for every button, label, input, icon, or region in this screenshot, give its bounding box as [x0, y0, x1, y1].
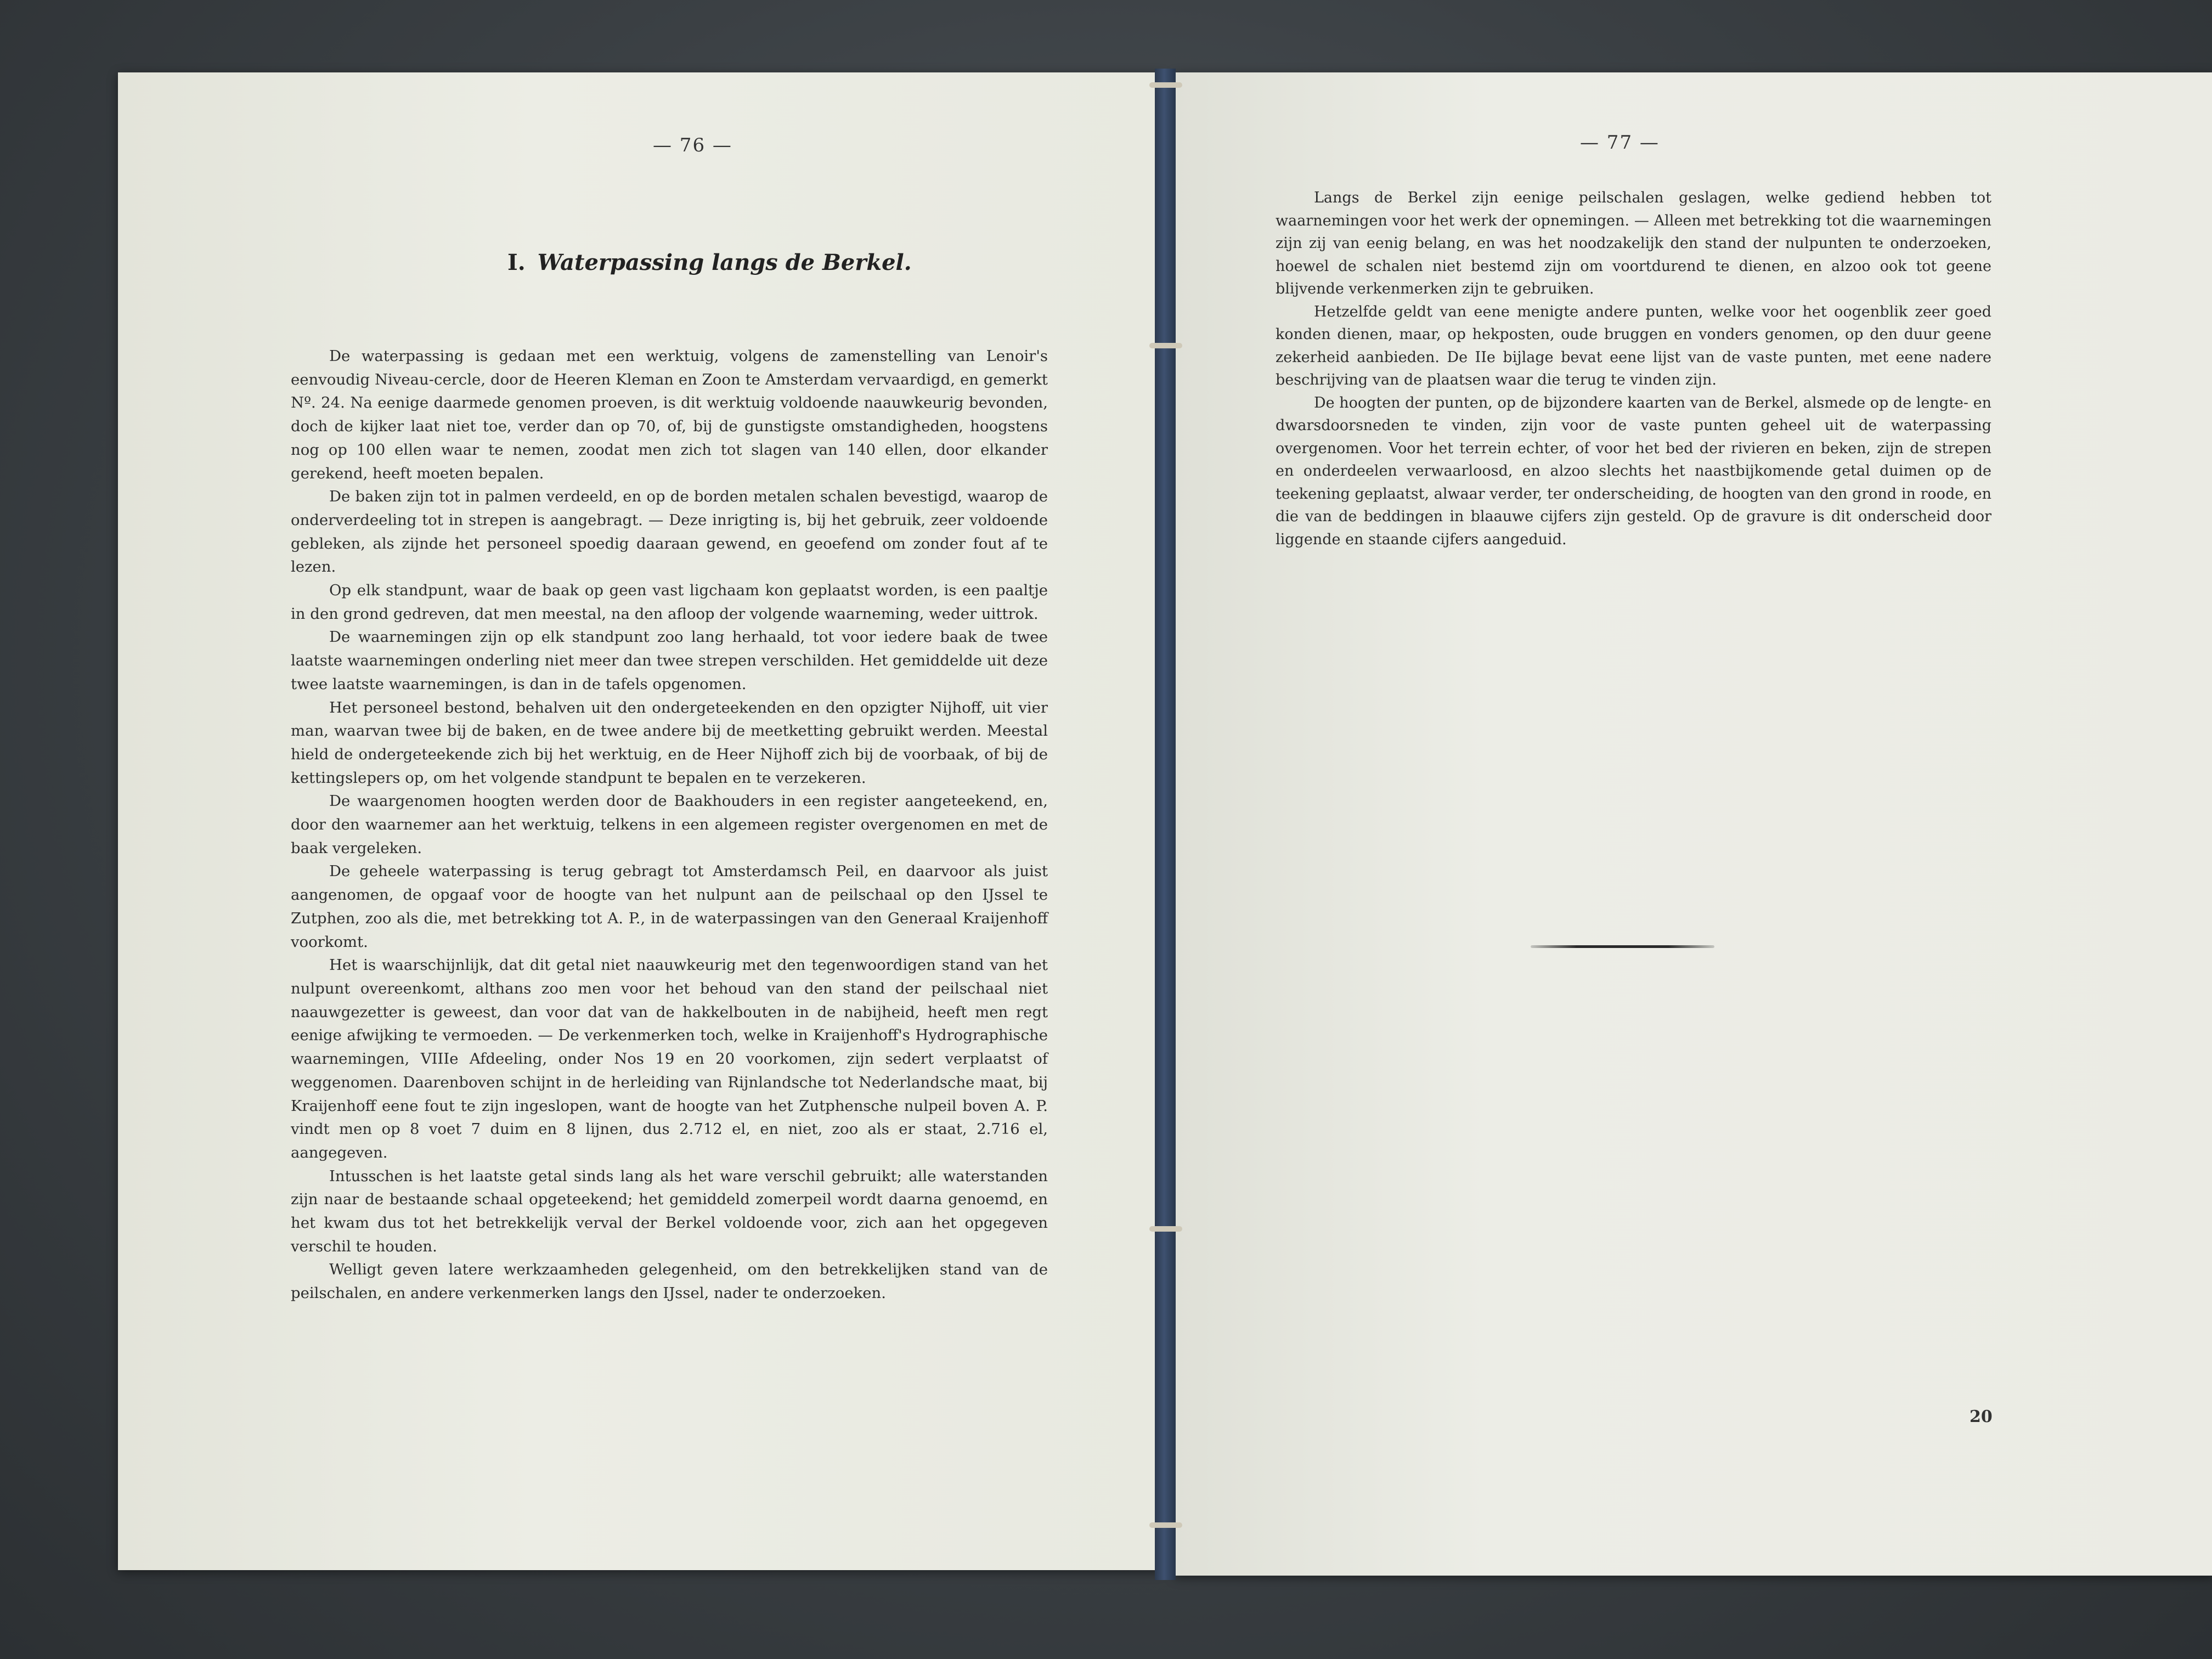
page-number-left: — 76 —: [653, 134, 732, 156]
signature-mark: 20: [1970, 1407, 1993, 1426]
binding-stitch: [1149, 1226, 1182, 1232]
paragraph: De waterpassing is gedaan met een werktuig, volgens de zamenstelling van Lenoir's eenvoudig Niveau-cercle, door de Heeren Kleman en Zoon te Amsterdam vervaardigd, en gemerkt Nº. 24. Na eenige daarmede genomen proeven, is dit werktuig voldoende naauwkeurig bevonden, doch de kijker laat niet toe, verder dan op 70, of, bij de gunstigste omstandigheden, hoogstens nog op 100 ellen waar te nemen, zoodat men zich tot slagen van 140 ellen, door elkander gerekend, heeft moeten bepalen.: [291, 347, 1048, 482]
right-page-body: [1276, 187, 1991, 551]
section-end-rule: [1531, 945, 1714, 948]
paragraph: Intusschen is het laatste getal sinds lang als het ware verschil gebruikt; alle waterstanden zijn naar de bestaande schaal opgeteekend; het gemiddeld zomerpeil wordt daarna genoemd, en het kwam dus tot het betrekkelijk verval der Berkel voldoende voor, zich aan het opgegeven verschil te houden.: [291, 1167, 1048, 1255]
paragraph: Het is waarschijnlijk, dat dit getal niet naauwkeurig met den tegenwoordigen stand van het nulpunt overeenkomt, althans zoo men voor het behoud van den stand der peilschaal niet naauwgezetter is geweest, dan voor dat van de hakkelbouten in de nabijheid, heeft men regt eenige afwijking te vermoeden. — De verkenmerken toch, welke in Kraijenhoff's Hydrographische waarnemingen, VIIIe Afdeeling, onder Nos 19 en 20 voorkomen, zijn sedert verplaatst of weggenomen. Daarenboven schijnt in de herleiding van Rijnlandsche tot Nederlandsche maat, bij Kraijenhoff eene fout te zijn ingeslopen, want de hoogte van het Zutphensche nulpeil boven A. P. vindt men op 8 voet 7 duim en 8 lijnen, dus 2.712 el, en niet, zoo als er staat, 2.716 el, aangegeven.: [291, 956, 1048, 1161]
page-number-right: — 77 —: [1580, 132, 1660, 154]
binding-stitch: [1149, 82, 1182, 88]
paragraph: Op elk standpunt, waar de baak op geen vast ligchaam kon geplaatst worden, is een paaltje in den grond gedreven, dat men meestal, na den afloop der volgende waarneming, weder uittrok.: [291, 582, 1048, 623]
paragraph: Het personeel bestond, behalven uit den ondergeteekenden en den opzigter Nijhoff, uit vier man, waarvan twee bij de baken, en de twee andere bij de meetketting gebruikt werden. Meestal hield de ondergeteekende zich bij het werktuig, en de Heer Nijhoff zich bij de voorbaak, of bij de kettingslepers op, om het volgende standpunt te bepalen en te verzekeren.: [291, 698, 1048, 787]
binding-stitch: [1149, 343, 1182, 348]
paragraph: Langs de Berkel zijn eenige peilschalen geslagen, welke gediend hebben tot waarnemingen voor het werk der opnemingen. — Alleen met betrekking tot die waarnemingen zijn zij van eenig belang, en was het noodzakelijk den stand der nulpunten te onderzoeken, hoewel de schalen niet bestemd zijn om voortdurend te dienen, en alzoo ook tot geene blijvende verkenmerken zijn te gebruiken.: [1276, 189, 1991, 297]
paragraph: De waargenomen hoogten werden door de Baakhouders in een register aangeteekend, en, door den waarnemer aan het werktuig, telkens in een algemeen register overgenomen en met de baak vergeleken.: [291, 792, 1048, 857]
paragraph: Hetzelfde geldt van eene menigte andere punten, welke voor het oogenblik zeer goed konden dienen, maar, op hekposten, oude bruggen en vonders genomen, op den duur geene zekerheid aanbieden. De IIe bijlage bevat eene lijst van de vaste punten, met eene nadere beschrijving van de plaatsen waar die terug te vinden zijn.: [1276, 303, 1991, 388]
binding-stitch: [1149, 1522, 1182, 1528]
paragraph: Welligt geven latere werkzaamheden gelegenheid, om den betrekkelijken stand van de peilschalen, en andere verkenmerken langs den IJssel, nader te onderzoeken.: [291, 1261, 1048, 1302]
paragraph: De waarnemingen zijn op elk standpunt zoo lang herhaald, tot voor iedere baak de twee laatste waarnemingen onderling niet meer dan twee strepen verschilden. Het gemiddelde uit deze twee laatste waarnemingen, is dan in de tafels opgenomen.: [291, 628, 1048, 693]
section-title: Waterpassing langs de Berkel.: [537, 250, 912, 275]
section-number: I.: [507, 250, 526, 275]
paragraph: De hoogten der punten, op de bijzondere kaarten van de Berkel, alsmede op de lengte- en dwarsdoorsneden te vinden, zijn voor de vaste punten geheel uit de waterpassing overgenomen. Voor het terrein echter, of voor het bed der rivieren en beken, zijn de strepen en onderdeelen verwaarloosd, en alzoo slechts het naastbijkomende getal duimen op de teekening geplaatst, alwaar verder, ter onderscheiding, de hoogten van den grond in roode, en die van de beddingen in blaauwe cijfers zijn gesteld. Op de gravure is dit onderscheid door liggende en staande cijfers aangeduid.: [1276, 394, 1991, 548]
paragraph: De baken zijn tot in palmen verdeeld, en op de borden metalen schalen bevestigd, waarop de onderverdeeling tot in strepen is aangebragt. — Deze inrigting is, bij het gebruik, zeer voldoende gebleken, als zijnde het personeel spoedig daaraan gewend, en geoefend om zonder fout af te lezen.: [291, 488, 1048, 576]
left-page-body: [291, 345, 1048, 1305]
book-spine: [1155, 69, 1176, 1580]
paragraph: De geheele waterpassing is terug gebragt tot Amsterdamsch Peil, en daarvoor als juist aangenomen, de opgaaf voor de hoogte van het nulpunt aan de peilschaal op den IJssel te Zutphen, zoo als die, met betrekking tot A. P., in de waterpassingen van den Generaal Kraijenhoff voorkomt.: [291, 862, 1048, 951]
section-heading: [507, 250, 912, 275]
